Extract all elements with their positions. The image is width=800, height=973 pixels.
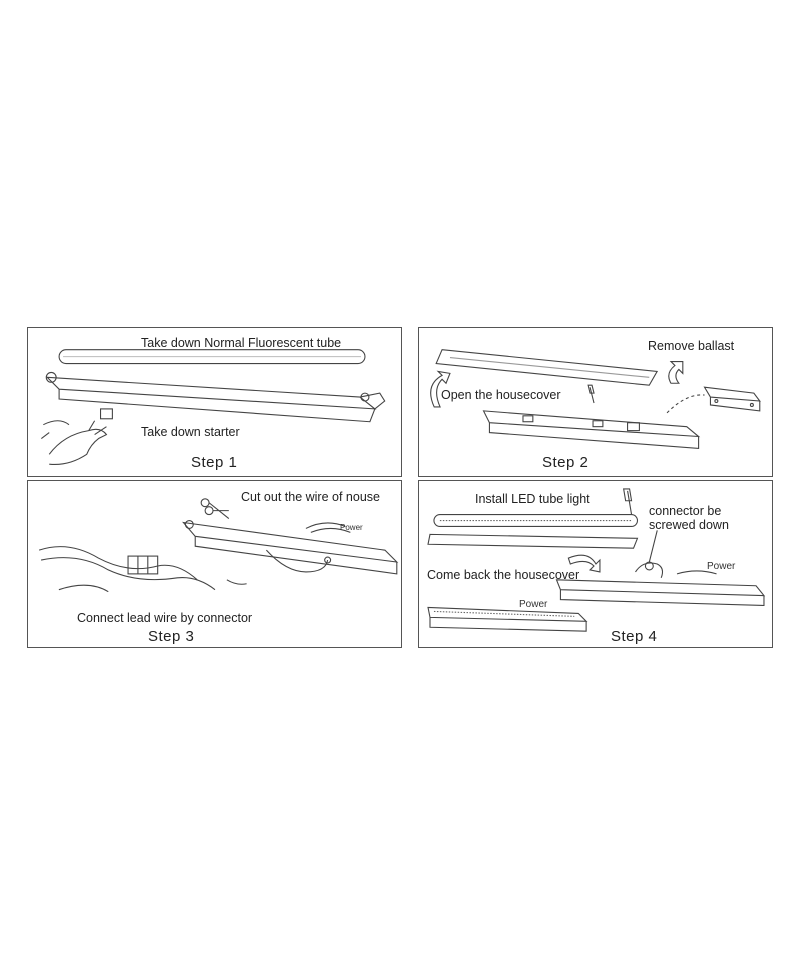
fixture-right [556,580,764,596]
install-label: Install LED tube light [475,492,590,506]
scissors [201,499,209,507]
step-1-title: Step 1 [191,454,238,471]
hand-drawing [49,429,106,464]
step-3-panel [27,480,402,648]
fixture-left [428,607,586,621]
fixture-body [183,523,396,563]
power-left-label: Power [519,599,548,610]
connector-label-line2: screwed down [649,518,729,532]
fixture-body [47,377,375,409]
lift-arrow-right [669,362,683,384]
connector-label-line1: connector be [649,504,722,518]
tube-label: Take down Normal Fluorescent tube [141,336,342,350]
cut-wire-label: Cut out the wire of nouse [241,490,380,504]
starter-label: Take down starter [141,425,240,439]
fixture-base [484,411,699,437]
lead-wire [39,547,197,580]
connector-block [128,556,158,574]
power-label: Power [340,523,363,532]
starter [101,409,113,419]
step-1-panel [27,327,402,477]
step-4-panel [418,480,773,648]
screwdriver [624,489,632,515]
housecover [428,534,637,548]
housecover-label: Open the housecover [441,388,561,402]
step-2-title: Step 2 [542,454,589,471]
screwdriver [588,385,594,403]
step-3-title: Step 3 [148,628,195,645]
step-4-title: Step 4 [611,628,658,645]
power-right-label: Power [707,561,736,572]
ballast-label: Remove ballast [648,339,735,353]
ballast [705,387,760,401]
step-2-panel [418,327,773,477]
housecover-label: Come back the housecover [427,568,580,582]
connect-label: Connect lead wire by connector [77,611,253,625]
